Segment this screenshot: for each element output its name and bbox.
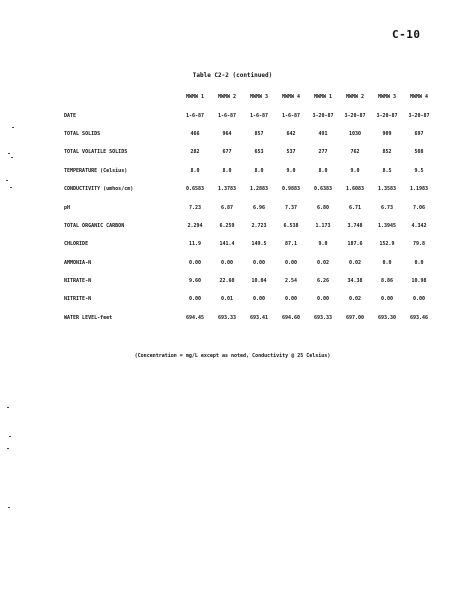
row-label: CHLORIDE — [64, 241, 89, 248]
well-header: MWMW 3 — [377, 94, 397, 101]
table-cell: 852 — [382, 149, 392, 156]
table-cell: 1.173 — [315, 222, 331, 229]
scan-speck — [7, 448, 9, 449]
table-cell: 8.0 — [254, 167, 264, 174]
table-cell: 0.00 — [188, 296, 202, 303]
table-cell: 0.00 — [284, 259, 298, 266]
table-cell: 0.01 — [220, 296, 234, 303]
table-cell: 149.5 — [251, 241, 267, 248]
row-label: TOTAL ORGANIC CARBON — [64, 222, 125, 229]
table-cell: 1.1983 — [409, 186, 429, 193]
table-cell: 8.0 — [222, 167, 232, 174]
table-cell: 1.3783 — [217, 186, 237, 193]
table-cell: 694.45 — [185, 314, 205, 321]
table-cell: 1.3583 — [377, 186, 397, 193]
table-cell: 0.00 — [380, 296, 394, 303]
table-cell: 857 — [254, 130, 264, 137]
scan-speck — [6, 180, 8, 181]
table-cell: 0.9883 — [281, 186, 301, 193]
table-cell: 1.6083 — [345, 186, 365, 193]
table-cell: 9.5 — [414, 167, 424, 174]
well-header: MWMW 4 — [281, 94, 301, 101]
table-cell: 10.04 — [251, 278, 267, 285]
table-cell: 7.23 — [188, 204, 202, 211]
table-header — [64, 88, 435, 106]
table-cell: 9.0 — [350, 167, 360, 174]
well-header: MWMW 2 — [217, 94, 237, 101]
table-cell: 653 — [254, 149, 264, 156]
table-row — [64, 198, 435, 216]
table-cell: 1-6-87 — [249, 112, 269, 119]
table-cell: 1.2883 — [249, 186, 269, 193]
table-cell: 8.0 — [318, 167, 328, 174]
table-cell: 508 — [414, 149, 424, 156]
scan-speck — [9, 436, 11, 437]
row-label: TOTAL SOLIDS — [64, 130, 101, 137]
table-cell: 3-20-87 — [312, 112, 334, 119]
table-cell: 9.60 — [188, 278, 202, 285]
table-cell: 7.06 — [412, 204, 426, 211]
table-cell: 282 — [190, 149, 200, 156]
table-cell: 0.00 — [252, 296, 266, 303]
table-cell: 10.98 — [411, 278, 427, 285]
table-cell: 0.0 — [382, 259, 392, 266]
row-label: NITRATE-N — [64, 278, 92, 285]
table-cell: 8.86 — [380, 278, 394, 285]
table-cell: 11.9 — [188, 241, 202, 248]
table-cell: 537 — [286, 149, 296, 156]
water-quality-table — [64, 88, 435, 327]
table-footnote: (Concentration = mg/L except as noted, Conductivity @ 25 Celsius) — [134, 353, 331, 359]
scan-speck — [12, 127, 14, 128]
table-row — [64, 106, 435, 124]
table-cell: 0.00 — [284, 296, 298, 303]
table-cell: 9.0 — [286, 167, 296, 174]
table-cell: 4.342 — [411, 222, 427, 229]
well-header: MWMW 1 — [313, 94, 333, 101]
table-cell: 3.748 — [347, 222, 363, 229]
table-row — [64, 217, 435, 235]
table-cell: 6.80 — [316, 204, 330, 211]
table-cell: 1.3945 — [377, 222, 397, 229]
row-label: AMMONIA-N — [64, 259, 92, 266]
row-label: NITRITE-N — [64, 296, 92, 303]
table-cell: 762 — [350, 149, 360, 156]
table-cell: 3-20-87 — [376, 112, 398, 119]
table-body — [64, 106, 435, 327]
table-cell: 8.0 — [190, 167, 200, 174]
table-cell: 0.00 — [316, 296, 330, 303]
well-header: MWMW 2 — [345, 94, 365, 101]
table-cell: 8.5 — [382, 167, 392, 174]
scan-speck — [10, 187, 12, 188]
table-cell: 697.00 — [345, 314, 365, 321]
table-row — [64, 162, 435, 180]
scan-speck — [8, 153, 10, 154]
table-row — [64, 235, 435, 253]
table-cell: 79.8 — [412, 241, 426, 248]
table-cell: 0.6383 — [313, 186, 333, 193]
scan-speck — [7, 407, 9, 408]
table-cell: 1030 — [348, 130, 362, 137]
table-cell: 697 — [414, 130, 424, 137]
table-cell: 0.02 — [316, 259, 330, 266]
table-row — [64, 272, 435, 290]
table-cell: 187.6 — [347, 241, 363, 248]
table-cell: 0.6583 — [185, 186, 205, 193]
page-number: C-10 — [392, 28, 421, 41]
table-cell: 466 — [190, 130, 200, 137]
table-title: Table C2-2 (continued) — [192, 72, 273, 79]
table-cell: 693.41 — [249, 314, 269, 321]
table-cell: 87.1 — [284, 241, 298, 248]
table-cell: 0.02 — [348, 259, 362, 266]
table-row — [64, 254, 435, 272]
table-cell: 964 — [222, 130, 232, 137]
row-label: TOTAL VOLATILE SOLIDS — [64, 149, 128, 156]
table-cell: 141.4 — [219, 241, 235, 248]
table-cell: 693.46 — [409, 314, 429, 321]
table-cell: 3-20-87 — [408, 112, 430, 119]
table-cell: 693.30 — [377, 314, 397, 321]
well-header: MWMW 4 — [409, 94, 429, 101]
table-cell: 0.00 — [188, 259, 202, 266]
table-cell: 9.0 — [318, 241, 328, 248]
table-cell: 277 — [318, 149, 328, 156]
scan-speck — [11, 157, 13, 158]
table-cell: 0.00 — [252, 259, 266, 266]
table-cell: 6.87 — [220, 204, 234, 211]
table-row — [64, 125, 435, 143]
table-cell: 909 — [382, 130, 392, 137]
row-label: WATER LEVEL-feet — [64, 314, 113, 321]
table-cell: 2.723 — [251, 222, 267, 229]
row-label: TEMPERATURE (Celsius) — [64, 167, 128, 174]
table-cell: 693.33 — [217, 314, 237, 321]
table-cell: 0.00 — [412, 296, 426, 303]
table-cell: 34.38 — [347, 278, 363, 285]
table-cell: 0.00 — [220, 259, 234, 266]
row-label: DATE — [64, 112, 77, 119]
table-row — [64, 290, 435, 308]
table-cell: 491 — [318, 130, 328, 137]
table-cell: 694.60 — [281, 314, 301, 321]
table-cell: 6.26 — [316, 278, 330, 285]
table-cell: 1-6-87 — [281, 112, 301, 119]
table-cell: 152.9 — [379, 241, 395, 248]
row-label: CONDUCTIVITY (umhos/cm) — [64, 186, 134, 193]
table-cell: 6.538 — [283, 222, 299, 229]
scan-speck — [8, 507, 10, 508]
table-cell: 0.02 — [348, 296, 362, 303]
table-cell: 677 — [222, 149, 232, 156]
well-header: MWMW 1 — [185, 94, 205, 101]
table-cell: 0.0 — [414, 259, 424, 266]
table-cell: 3-20-87 — [344, 112, 366, 119]
table-row — [64, 143, 435, 161]
table-cell: 693.33 — [313, 314, 333, 321]
row-label-header — [64, 88, 179, 106]
table-cell: 6.71 — [348, 204, 362, 211]
table-row — [64, 309, 435, 327]
header-row — [64, 88, 435, 106]
table-cell: 2.54 — [284, 278, 298, 285]
table-cell: 22.60 — [219, 278, 235, 285]
table-cell: 1-6-87 — [217, 112, 237, 119]
table-cell: 2.294 — [187, 222, 203, 229]
table-cell: 6.73 — [380, 204, 394, 211]
table-cell: 1-6-87 — [185, 112, 205, 119]
table-cell: 6.259 — [219, 222, 235, 229]
table-cell: 642 — [286, 130, 296, 137]
table-row — [64, 180, 435, 198]
row-label: pH — [64, 204, 71, 211]
well-header: MWMW 3 — [249, 94, 269, 101]
table-cell: 7.37 — [284, 204, 298, 211]
table-cell: 6.96 — [252, 204, 266, 211]
